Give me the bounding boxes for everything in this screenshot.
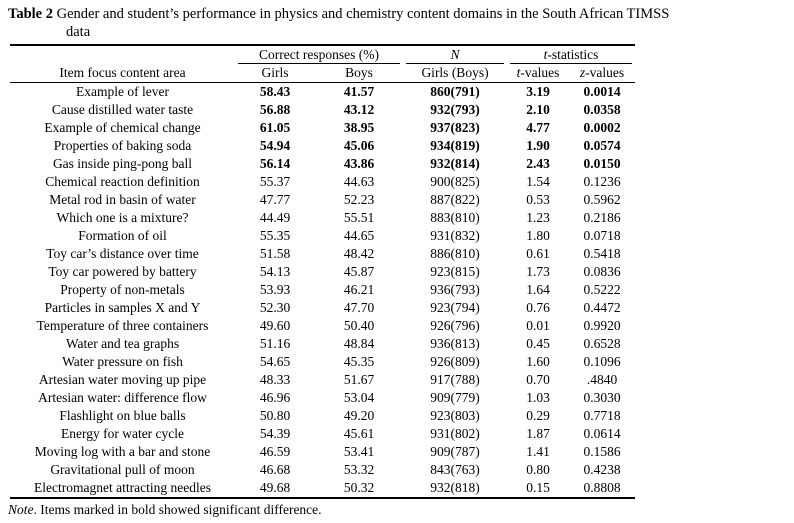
boys-percent-cell: 38.95	[343, 120, 375, 135]
girls-percent-cell: 54.65	[259, 354, 291, 369]
boys-percent-cell: 53.41	[343, 444, 375, 459]
table-row	[10, 479, 635, 498]
t-value-cell: 1.60	[526, 354, 550, 369]
girls-percent-cell: 50.80	[259, 408, 291, 423]
girls-percent-cell: 58.43	[259, 84, 291, 99]
item-focus-cell: Gravitational pull of moon	[50, 462, 195, 477]
boys-percent-cell: 50.40	[343, 318, 375, 333]
table-row	[10, 191, 635, 209]
t-value-cell: 1.03	[526, 390, 550, 405]
spanner-n	[403, 45, 507, 64]
z-value-cell: .4840	[586, 372, 618, 387]
z-value-cell: 0.0614	[583, 426, 621, 441]
sample-size-cell: 909(787)	[430, 444, 480, 459]
item-focus-cell: Toy car powered by battery	[48, 264, 197, 279]
girls-percent-cell: 49.60	[259, 318, 291, 333]
col-header-z-values	[569, 64, 635, 83]
sample-size-cell: 886(810)	[430, 246, 480, 261]
sample-size-cell: 900(825)	[430, 174, 480, 189]
sample-size-cell: 843(763)	[430, 462, 480, 477]
table-row	[10, 245, 635, 263]
t-value-cell: 0.61	[526, 246, 550, 261]
boys-percent-cell: 45.61	[343, 426, 375, 441]
z-value-cell: 0.0150	[583, 156, 621, 171]
item-focus-cell: Flashlight on blue balls	[59, 408, 186, 423]
item-focus-cell: Example of lever	[76, 84, 169, 99]
z-value-cell: 0.0718	[583, 228, 621, 243]
z-value-cell: 0.0002	[583, 120, 621, 135]
sample-size-cell: 860(791)	[430, 84, 480, 99]
item-focus-cell: Which one is a mixture?	[56, 210, 189, 225]
boys-percent-cell: 43.86	[343, 156, 375, 171]
t-value-cell: 2.10	[526, 102, 550, 117]
item-focus-cell: Artesian water: difference flow	[38, 390, 207, 405]
caption-text: Gender and student’s performance in physics and chemistry content domains in the South African TIMSS	[56, 6, 670, 22]
item-focus-cell: Particles in samples X and Y	[44, 300, 201, 315]
boys-percent-cell: 45.35	[343, 354, 375, 369]
t-value-cell: 0.53	[526, 192, 550, 207]
t-value-cell: 1.54	[526, 174, 550, 189]
sample-size-cell: 883(810)	[430, 210, 480, 225]
boys-percent-cell: 48.84	[343, 336, 375, 351]
item-focus-cell: Water and tea graphs	[65, 336, 180, 351]
sample-size-cell: 923(815)	[430, 264, 480, 279]
item-focus-cell: Cause distilled water taste	[51, 102, 194, 117]
table-number: Table 2	[8, 6, 53, 22]
z-value-cell: 0.5222	[583, 282, 621, 297]
note-label: Note	[8, 502, 34, 517]
item-focus-cell: Water pressure on fish	[62, 354, 183, 369]
sample-size-cell: 936(813)	[430, 336, 480, 351]
item-focus-cell: Moving log with a bar and stone	[34, 444, 211, 459]
z-value-cell: 0.4472	[583, 300, 621, 315]
sample-size-cell: 934(819)	[430, 138, 480, 153]
item-focus-cell: Formation of oil	[78, 228, 167, 243]
boys-percent-cell: 51.67	[343, 372, 375, 387]
spanner-row	[10, 45, 635, 64]
z-value-cell: 0.0014	[583, 84, 621, 99]
col-header-item: Item focus content area	[10, 64, 235, 83]
item-focus-cell: Toy car’s distance over time	[46, 246, 199, 261]
girls-percent-cell: 46.68	[259, 462, 291, 477]
z-value-cell: 0.4238	[583, 462, 621, 477]
table-caption	[0, 0, 794, 41]
t-value-cell: 0.76	[526, 300, 550, 315]
table-row	[10, 335, 635, 353]
sample-size-cell: 923(803)	[430, 408, 480, 423]
z-value-cell: 0.8808	[583, 480, 621, 495]
table-row	[10, 155, 635, 173]
z-value-cell: 0.5962	[583, 192, 621, 207]
z-value-cell: 0.9920	[583, 318, 621, 333]
t-value-cell: 3.19	[526, 84, 550, 99]
sample-size-cell: 926(809)	[430, 354, 480, 369]
item-focus-cell: Electromagnet attracting needles	[34, 480, 211, 495]
table-row	[10, 389, 635, 407]
spanner-n-label	[406, 46, 504, 64]
girls-percent-cell: 46.96	[259, 390, 291, 405]
spanner-correct-responses-label: Correct responses (%)	[238, 46, 400, 64]
girls-percent-cell: 55.37	[259, 174, 291, 189]
table-row	[10, 353, 635, 371]
z-value-cell: 0.7718	[583, 408, 621, 423]
girls-percent-cell: 48.33	[259, 372, 291, 387]
z-values-rest: -values	[585, 65, 625, 80]
spanner-spacer	[10, 45, 235, 64]
boys-percent-cell: 44.65	[343, 228, 375, 243]
n-symbol: N	[450, 47, 460, 62]
table-body	[10, 83, 635, 499]
t-value-cell: 1.64	[526, 282, 550, 297]
table-row	[10, 443, 635, 461]
girls-percent-cell: 44.49	[259, 210, 291, 225]
col-header-boys: Boys	[315, 64, 403, 83]
table-row	[10, 425, 635, 443]
girls-percent-cell: 54.13	[259, 264, 291, 279]
girls-percent-cell: 56.14	[259, 156, 291, 171]
t-value-cell: 1.41	[526, 444, 550, 459]
table-row	[10, 263, 635, 281]
column-header-row	[10, 64, 635, 83]
table-row	[10, 83, 635, 102]
item-focus-cell: Properties of baking soda	[53, 138, 192, 153]
t-symbol: t	[516, 65, 521, 80]
boys-percent-cell: 52.23	[343, 192, 375, 207]
sample-size-cell: 931(802)	[430, 426, 480, 441]
boys-percent-cell: 53.32	[343, 462, 375, 477]
item-focus-cell: Example of chemical change	[44, 120, 201, 135]
sample-size-cell: 909(779)	[430, 390, 480, 405]
boys-percent-cell: 43.12	[343, 102, 375, 117]
girls-percent-cell: 56.88	[259, 102, 291, 117]
table-row	[10, 209, 635, 227]
item-focus-cell: Artesian water moving up pipe	[38, 372, 207, 387]
item-focus-cell: Gas inside ping-pong ball	[52, 156, 193, 171]
girls-percent-cell: 53.93	[259, 282, 291, 297]
sample-size-cell: 932(818)	[430, 480, 480, 495]
girls-percent-cell: 46.59	[259, 444, 291, 459]
z-value-cell: 0.1096	[583, 354, 621, 369]
sample-size-cell: 937(823)	[430, 120, 480, 135]
girls-percent-cell: 47.77	[259, 192, 291, 207]
t-values-rest: -values	[520, 65, 560, 80]
z-value-cell: 0.2186	[583, 210, 621, 225]
caption-line-2: data	[66, 24, 91, 40]
z-symbol: z	[579, 65, 586, 80]
sample-size-cell: 926(796)	[430, 318, 480, 333]
z-value-cell: 0.6528	[583, 336, 621, 351]
z-value-cell: 0.1236	[583, 174, 621, 189]
table-row	[10, 407, 635, 425]
sample-size-cell: 887(822)	[430, 192, 480, 207]
sample-size-cell: 931(832)	[430, 228, 480, 243]
z-value-cell: 0.5418	[583, 246, 621, 261]
z-value-cell: 0.0574	[583, 138, 621, 153]
girls-percent-cell: 61.05	[259, 120, 291, 135]
t-statistics-rest: -statistics	[547, 47, 599, 62]
boys-percent-cell: 49.20	[343, 408, 375, 423]
girls-percent-cell: 49.68	[259, 480, 291, 495]
table-row	[10, 281, 635, 299]
table-row	[10, 119, 635, 137]
girls-percent-cell: 54.39	[259, 426, 291, 441]
t-value-cell: 0.70	[526, 372, 550, 387]
item-focus-cell: Temperature of three containers	[36, 318, 209, 333]
results-table	[10, 44, 635, 499]
girls-percent-cell: 51.58	[259, 246, 291, 261]
t-value-cell: 0.45	[526, 336, 550, 351]
table-row	[10, 227, 635, 245]
table-header	[10, 45, 635, 83]
col-header-t-values	[507, 64, 569, 83]
table-row	[10, 461, 635, 479]
girls-percent-cell: 54.94	[259, 138, 291, 153]
table-row	[10, 101, 635, 119]
boys-percent-cell: 41.57	[343, 84, 375, 99]
t-value-cell: 0.80	[526, 462, 550, 477]
boys-percent-cell: 55.51	[343, 210, 375, 225]
table-row	[10, 299, 635, 317]
item-focus-cell: Energy for water cycle	[60, 426, 185, 441]
sample-size-cell: 932(793)	[430, 102, 480, 117]
boys-percent-cell: 45.06	[343, 138, 375, 153]
boys-percent-cell: 48.42	[343, 246, 375, 261]
girls-percent-cell: 52.30	[259, 300, 291, 315]
table-row	[10, 317, 635, 335]
t-value-cell: 4.77	[526, 120, 550, 135]
sample-size-cell: 923(794)	[430, 300, 480, 315]
sample-size-cell: 917(788)	[430, 372, 480, 387]
table-row	[10, 173, 635, 191]
girls-percent-cell: 55.35	[259, 228, 291, 243]
item-focus-cell: Metal rod in basin of water	[49, 192, 196, 207]
boys-percent-cell: 47.70	[343, 300, 375, 315]
boys-percent-cell: 44.63	[343, 174, 375, 189]
boys-percent-cell: 53.04	[343, 390, 375, 405]
item-focus-cell: Property of non-metals	[60, 282, 185, 297]
spanner-t-statistics-label	[510, 46, 632, 64]
t-value-cell: 1.23	[526, 210, 550, 225]
z-value-cell: 0.0358	[583, 102, 621, 117]
note-text: . Items marked in bold showed significant difference.	[33, 502, 322, 517]
t-value-cell: 0.15	[526, 480, 550, 495]
t-value-cell: 1.87	[526, 426, 550, 441]
t-value-cell: 2.43	[526, 156, 550, 171]
sample-size-cell: 936(793)	[430, 282, 480, 297]
caption-line-1	[8, 5, 790, 23]
col-header-girls: Girls	[235, 64, 315, 83]
girls-percent-cell: 51.16	[259, 336, 291, 351]
z-value-cell: 0.3030	[583, 390, 621, 405]
boys-percent-cell: 46.21	[343, 282, 375, 297]
t-value-cell: 0.29	[526, 408, 550, 423]
t-symbol: t	[543, 47, 548, 62]
t-value-cell: 0.01	[526, 318, 550, 333]
item-focus-cell: Chemical reaction definition	[45, 174, 200, 189]
t-value-cell: 1.80	[526, 228, 550, 243]
boys-percent-cell: 45.87	[343, 264, 375, 279]
boys-percent-cell: 50.32	[343, 480, 375, 495]
t-value-cell: 1.73	[526, 264, 550, 279]
table-note	[8, 501, 794, 519]
col-header-n: Girls (Boys)	[403, 64, 507, 83]
t-value-cell: 1.90	[526, 138, 550, 153]
spanner-correct-responses	[235, 45, 403, 64]
spanner-t-statistics	[507, 45, 635, 64]
z-value-cell: 0.0836	[583, 264, 621, 279]
table-row	[10, 137, 635, 155]
sample-size-cell: 932(814)	[430, 156, 480, 171]
table-row	[10, 371, 635, 389]
z-value-cell: 0.1586	[583, 444, 621, 459]
